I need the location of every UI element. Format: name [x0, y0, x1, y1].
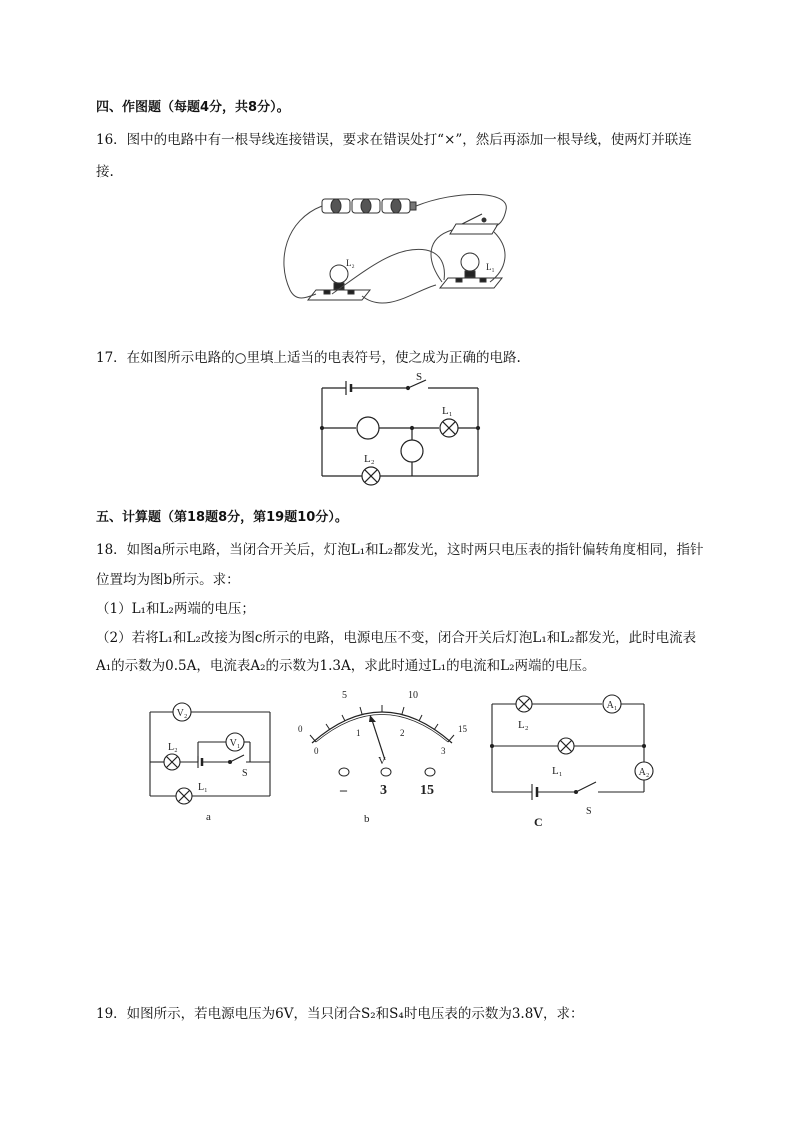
q16-l2-label: L₂: [346, 258, 355, 268]
q18b-outer-tick-5: 5: [342, 690, 347, 701]
q18a-l2-label: L₂: [168, 742, 178, 753]
q18-figure-a: [140, 700, 280, 825]
q18c-caption: C: [534, 815, 543, 829]
q18-text-line1: 18．如图a所示电路，当闭合开关后，灯泡L₁和L₂都发光，这时两只电压表的指针偏转角度相同，指针: [96, 542, 704, 558]
section-4-heading: 四、作图题（每题4分，共8分）。: [96, 100, 290, 115]
q16-text-line2: 接.: [96, 164, 114, 180]
q18-figure-c-drawing: [486, 686, 656, 830]
q17-l1-label: L₁: [442, 405, 453, 417]
q16-circuit-drawing: [276, 190, 526, 330]
q18a-caption: a: [206, 811, 211, 823]
q17-circuit-drawing: [316, 368, 486, 490]
q18c-l1-label: L₁: [552, 765, 563, 777]
q18b-inner-tick-3: 3: [441, 746, 446, 756]
q18b-inner-tick-0: 0: [314, 746, 319, 756]
q18a-s-label: S: [242, 768, 248, 779]
q18-text-line2: 位置均为图b所示。求：: [96, 572, 240, 588]
q18-part2-line1: （2）若将L₁和L₂改接为图c所示的电路，电源电压不变，闭合开关后灯泡L₁和L₂都发光，此时电流表: [96, 630, 697, 646]
q18-figure-b: [290, 686, 475, 826]
q18b-inner-tick-2: 2: [400, 728, 405, 738]
q18b-terminal-minus: –: [340, 783, 347, 798]
q18c-a2-label: A₂: [638, 767, 650, 778]
q18b-caption: b: [364, 813, 370, 825]
q18b-outer-tick-15: 15: [458, 724, 467, 734]
q18-figure-b-drawing: [290, 686, 475, 826]
q17-l2-label: L₂: [364, 453, 375, 465]
q18-part1: （1）L₁和L₂两端的电压；: [96, 601, 255, 617]
q19-text: 19．如图所示，若电源电压为6V，当只闭合S₂和S₄时电压表的示数为3.8V，求：: [96, 1006, 584, 1022]
q17-text: 17．在如图所示电路的○里填上适当的电表符号，使之成为正确的电路.: [96, 350, 521, 366]
q18b-meter-letter: V: [378, 755, 386, 767]
q18c-a1-label: A₁: [606, 700, 618, 711]
q18b-outer-zero: 0: [298, 724, 303, 734]
q16-l1-label: L₁: [486, 262, 495, 272]
q18c-l2-label: L₂: [518, 719, 529, 731]
q18b-terminal-3: 3: [380, 783, 387, 798]
q18-figure-c: [486, 686, 656, 830]
section-5-heading: 五、计算题（第18题8分，第19题10分）。: [96, 510, 348, 525]
q18a-l1-label: L₁: [198, 782, 208, 793]
q18a-v2-label: V₂: [176, 708, 188, 719]
q18b-inner-tick-1: 1: [356, 728, 361, 738]
q16-circuit-figure: [276, 190, 526, 330]
q16-text-line1: 16．图中的电路中有一根导线连接错误，要求在错误处打“×”，然后再添加一根导线，使两灯并联连: [96, 132, 692, 148]
q18-part2-line2: A₁的示数为0.5A，电流表A₂的示数为1.3A，求此时通过L₁的电流和L₂两端的电压。: [96, 658, 596, 674]
q18b-outer-tick-10: 10: [408, 690, 418, 701]
q18b-terminal-15: 15: [420, 783, 434, 798]
q17-circuit-figure: [316, 368, 486, 490]
q17-switch-label: S: [416, 371, 423, 383]
q18c-s-label: S: [586, 806, 592, 817]
q18a-v1-label: V₁: [229, 738, 241, 749]
q18-figure-a-drawing: [140, 700, 280, 825]
